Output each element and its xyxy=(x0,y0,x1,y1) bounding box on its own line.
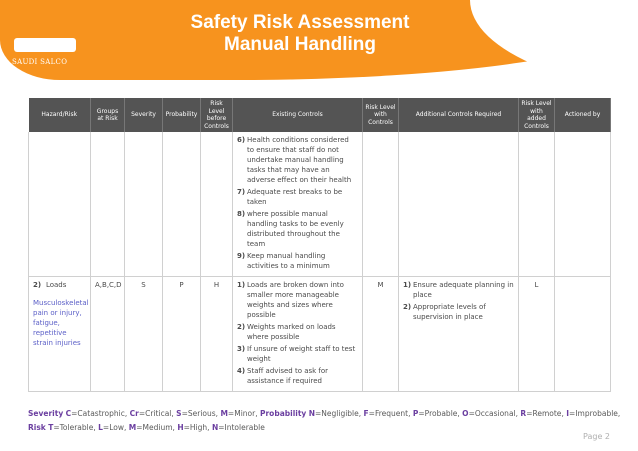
col-header: Additional Controls Required xyxy=(399,98,519,132)
legend-line-2: Risk T=Tolerable, L=Low, M=Medium, H=High, N=Intolerable xyxy=(28,423,265,432)
col-header: Risk Level before Controls xyxy=(201,98,233,132)
control-item: 2) Weights marked on loads where possible xyxy=(237,323,336,341)
additional-item: 2) Appropriate levels of supervision in place xyxy=(403,303,486,321)
control-item: 4) Staff advised to ask for assistance if required xyxy=(237,367,329,385)
hazard-cell xyxy=(29,277,91,392)
actioned-by-cell xyxy=(555,277,611,392)
table-header-row xyxy=(29,98,611,132)
existing-controls-cell xyxy=(233,132,363,277)
risk-table xyxy=(28,98,611,392)
col-header: Hazard/Risk xyxy=(29,98,91,132)
col-header: Risk Level with added Controls xyxy=(519,98,555,132)
col-header: Probability xyxy=(163,98,201,132)
existing-controls-cell xyxy=(233,277,363,392)
risk-added-cell: L xyxy=(519,277,555,392)
logo-text: SAUDI SALCO xyxy=(12,58,68,66)
hazard-name: Loads xyxy=(45,281,67,289)
control-item: 9) Keep manual handling activities to a minimum xyxy=(237,252,330,270)
col-header: Existing Controls xyxy=(233,98,363,132)
page-number: Page 2 xyxy=(583,432,610,441)
title-line-2: Manual Handling xyxy=(224,34,376,55)
legend-line-1: Severity C=Catastrophic, Cr=Critical, S=Serious, M=Minor, Probability N=Negligible, F=Frequent, P=Probable, O=Occasional, R=Remote, I=Improbable, xyxy=(28,409,621,418)
control-item: 3) If unsure of weight staff to test weight xyxy=(237,345,356,363)
risk-before-cell: H xyxy=(201,277,233,392)
col-header: Severity xyxy=(125,98,163,132)
control-item: 7) Adequate rest breaks to be taken xyxy=(237,188,343,206)
hazard-number: 2) xyxy=(33,281,42,289)
groups-cell: A,B,C,D xyxy=(91,277,125,392)
legend xyxy=(28,407,628,435)
title-line-1: Safety Risk Assessment xyxy=(190,12,410,33)
table-row xyxy=(29,132,611,277)
risk-description: Musculoskeletal pain or injury, fatigue, repetitive strain injuries xyxy=(33,299,89,347)
additional-item: 1) Ensure adequate planning in place xyxy=(403,281,514,299)
control-item: 6) Health conditions considered to ensure that staff do not undertake manual handling tasks that may have an adverse effect on their health xyxy=(237,136,352,184)
page-title xyxy=(140,12,460,56)
control-item: 8) where possible manual handling tasks to be evenly distributed throughout the team xyxy=(237,210,344,248)
col-header: Risk Level with Controls xyxy=(363,98,399,132)
table-row xyxy=(29,277,611,392)
risk-with-cell: M xyxy=(363,277,399,392)
logo-mark xyxy=(14,38,76,52)
col-header: Actioned by xyxy=(555,98,611,132)
probability-cell: P xyxy=(163,277,201,392)
additional-controls-cell xyxy=(399,277,519,392)
severity-cell: S xyxy=(125,277,163,392)
col-header: Groups at Risk xyxy=(91,98,125,132)
control-item: 1) Loads are broken down into smaller more manageable weights and sizes where possible xyxy=(237,281,344,319)
